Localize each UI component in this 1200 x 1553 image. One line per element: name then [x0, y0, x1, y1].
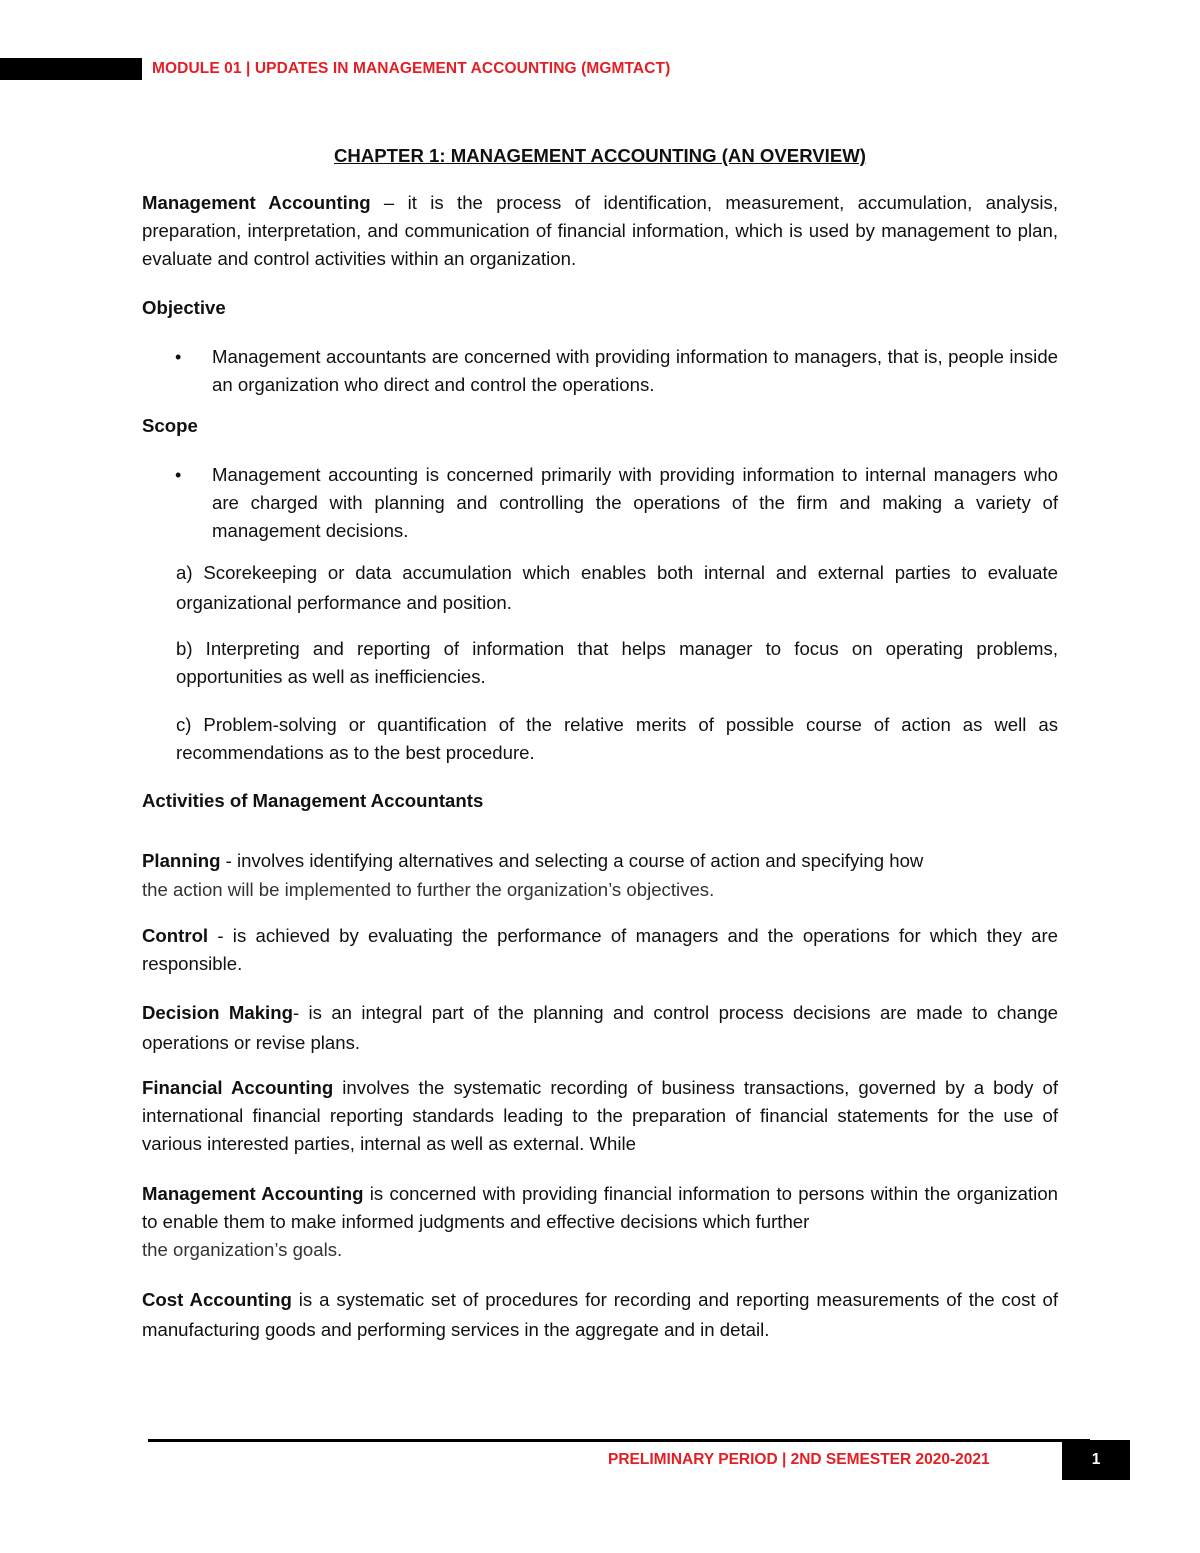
- footer-period: PRELIMINARY PERIOD | 2ND SEMESTER 2020-2021: [608, 1451, 990, 1468]
- header-bar: [0, 58, 142, 80]
- page-number: 1: [1091, 1451, 1101, 1468]
- decision-term: Decision Making: [142, 1002, 293, 1023]
- planning-text-line1: - involves identifying alternatives and selecting a course of action and specifying how: [220, 850, 924, 871]
- planning-term: Planning: [142, 850, 221, 871]
- definition-term: Management Accounting: [142, 192, 371, 213]
- management-accounting-term: Management Accounting: [142, 1183, 364, 1204]
- decision-text: - is an integral part of the planning and control process decisions are made to change operations or revise plans.: [142, 1002, 1058, 1053]
- objective-heading: Objective: [142, 297, 226, 318]
- control-paragraph: [142, 922, 1058, 978]
- financial-accounting-term: Financial Accounting: [142, 1077, 334, 1098]
- financial-accounting-text: involves the systematic recording of business transactions, governed by a body of international financial reporting standards leading to the preparation of financial statements for the use of various interested parties, internal as well as external. While: [142, 1077, 1059, 1154]
- control-term: Control: [142, 925, 209, 946]
- control-text: - is achieved by evaluating the performance of managers and the operations for which they are responsible.: [142, 925, 1058, 974]
- cost-accounting-text: is a systematic set of procedures for recording and reporting measurements of the cost of manufacturing goods and performing services in the aggregate and in detail.: [142, 1289, 1058, 1340]
- page-number-box: [1062, 1440, 1130, 1480]
- management-accounting-text: is concerned with providing financial information to persons within the organization to enable them to make informed judgments and effective decisions which further: [142, 1183, 1058, 1232]
- scope-bullet-text: Management accounting is concerned primarily with providing information to internal managers who are charged with planning and controlling the operations of the firm and making a variety of management decisions.: [212, 464, 1058, 541]
- objective-bullet-text: Management accountants are concerned with providing information to managers, that is, people inside an organization who direct and control the operations.: [212, 346, 1058, 395]
- management-accounting-paragraph: [142, 1180, 1058, 1264]
- cost-accounting-term: Cost Accounting: [142, 1289, 292, 1310]
- definition-paragraph: [142, 189, 1058, 273]
- definition-text: – it is the process of identification, measurement, accumulation, analysis, preparation, interpretation, and communication of financial information, which is used by management to plan, evaluate and control activities within an organization.: [142, 192, 1059, 269]
- footer-divider: [148, 1439, 1090, 1442]
- scope-item-a: a) Scorekeeping or data accumulation which enables both internal and external parties to evaluate organizational performance and position.: [176, 562, 1058, 613]
- bullet-icon: •: [175, 465, 182, 485]
- scope-item-b: b) Interpreting and reporting of information that helps manager to focus on operating problems, opportunities as well as inefficiencies.: [176, 638, 1058, 687]
- bullet-icon: •: [175, 347, 182, 367]
- scope-heading: Scope: [142, 415, 198, 436]
- planning-text-line2: the action will be implemented to further the organization’s objectives.: [142, 879, 715, 900]
- cost-accounting-paragraph: [142, 1285, 1058, 1345]
- scope-item-c: c) Problem-solving or quantification of the relative merits of possible course of action as well as recommendations as to the best procedure.: [176, 714, 1058, 763]
- module-title: MODULE 01 | UPDATES IN MANAGEMENT ACCOUNTING (MGMTACT): [152, 60, 671, 77]
- planning-paragraph: [142, 846, 1058, 904]
- financial-accounting-paragraph: [142, 1074, 1058, 1158]
- chapter-title: CHAPTER 1: MANAGEMENT ACCOUNTING (AN OVERVIEW): [334, 145, 866, 166]
- management-accounting-text-end: the organization’s goals.: [142, 1239, 343, 1260]
- activities-heading: Activities of Management Accountants: [142, 790, 484, 811]
- decision-paragraph: [142, 998, 1058, 1058]
